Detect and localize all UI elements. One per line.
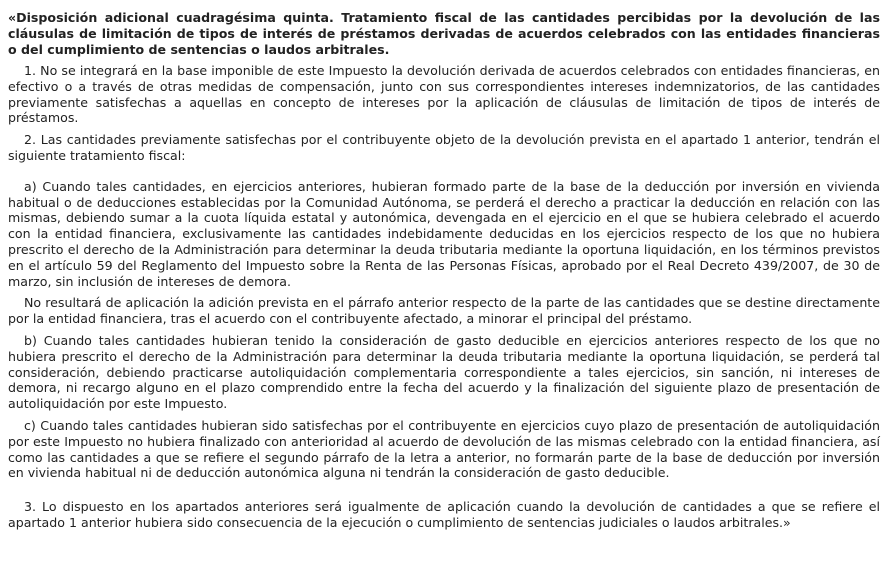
paragraph-2c: c) Cuando tales cantidades hubieran sido satisfechas por el contribuyente en ejercicios cuyo plazo de presentación de autoliquidación por este Impuesto no hubiera finalizado con anterioridad al acuerdo de devolución de las mismas celebrado con la entidad financiera, así como las cantidades a que se refiere el segundo párrafo de la letra a anterior, no formarán parte de la base de deducción por inversión en vivienda habitual ni de deducción autonómica alguna ni tendrán la consideración de gasto deducible.	[8, 417, 880, 481]
paragraph-2: 2. Las cantidades previamente satisfechas por el contribuyente objeto de la devolución prevista en el apartado 1 anterior, tendrán el siguiente tratamiento fiscal:	[8, 132, 880, 163]
paragraph-1: 1. No se integrará en la base imponible de este Impuesto la devolución derivada de acuerdos celebrados con entidades financieras, en efectivo o a través de otras medidas de compensación, junto con sus correspondientes intereses indemnizatorios, de las cantidades previamente satisfechas a aquellas en concepto de intereses por la aplicación de cláusulas de limitación de tipos de interés de préstamos.	[8, 63, 880, 126]
paragraph-2a: a) Cuando tales cantidades, en ejercicios anteriores, hubieran formado parte de la base de la deducción por inversión en vivienda habitual o de deducciones establecidas por la Comunidad Autónoma, se perderá el derecho a practicar la deducción en relación con las mismas, debiendo sumar a la cuota líquida estatal y autonómica, devengada en el ejercicio en el que se hubiera celebrado el acuerdo con la entidad financiera, exclusivamente las cantidades indebidamente deducidas en los ejercicios respecto de los que no hubiera prescrito el derecho de la Administración para determinar la deuda tributaria mediante la oportuna liquidación, en los términos previstos en el artículo 59 del Reglamento del Impuesto sobre la Renta de las Personas Físicas, aprobado por el Real Decreto 439/2007, de 30 de marzo, sin inclusión de intereses de demora.	[8, 178, 880, 289]
paragraph-2a-second: No resultará de aplicación la adición prevista en el párrafo anterior respecto de la parte de las cantidades que se destine directamente por la entidad financiera, tras el acuerdo con el contribuyente afectado, a minorar el principal del préstamo.	[8, 295, 880, 327]
paragraph-3: 3. Lo dispuesto en los apartados anteriores será igualmente de aplicación cuando la devolución de cantidades a que se refiere el apartado 1 anterior hubiera sido consecuencia de la ejecución o cumplimiento de sentencias judiciales o laudos arbitrales.»	[8, 499, 880, 530]
paragraph-2b: b) Cuando tales cantidades hubieran tenido la consideración de gasto deducible en ejercicios anteriores respecto de los que no hubiera prescrito el derecho de la Administración para determinar la deuda tributaria mediante la oportuna liquidación, se perderá tal consideración, debiendo practicarse autoliquidación complementaria correspondiente a tales ejercicios, sin sanción, ni intereses de demora, ni recargo alguno en el plazo comprendido entre la fecha del acuerdo y la finalización del siguiente plazo de presentación de autoliquidación por este Impuesto.	[8, 332, 880, 412]
document-title: «Disposición adicional cuadragésima quinta. Tratamiento fiscal de las cantidades percibidas por la devolución de las cláusulas de limitación de tipos de interés de préstamos derivadas de acuerdos celebrados con las entidades financieras o del cumplimiento de sentencias o laudos arbitrales.	[8, 10, 880, 57]
